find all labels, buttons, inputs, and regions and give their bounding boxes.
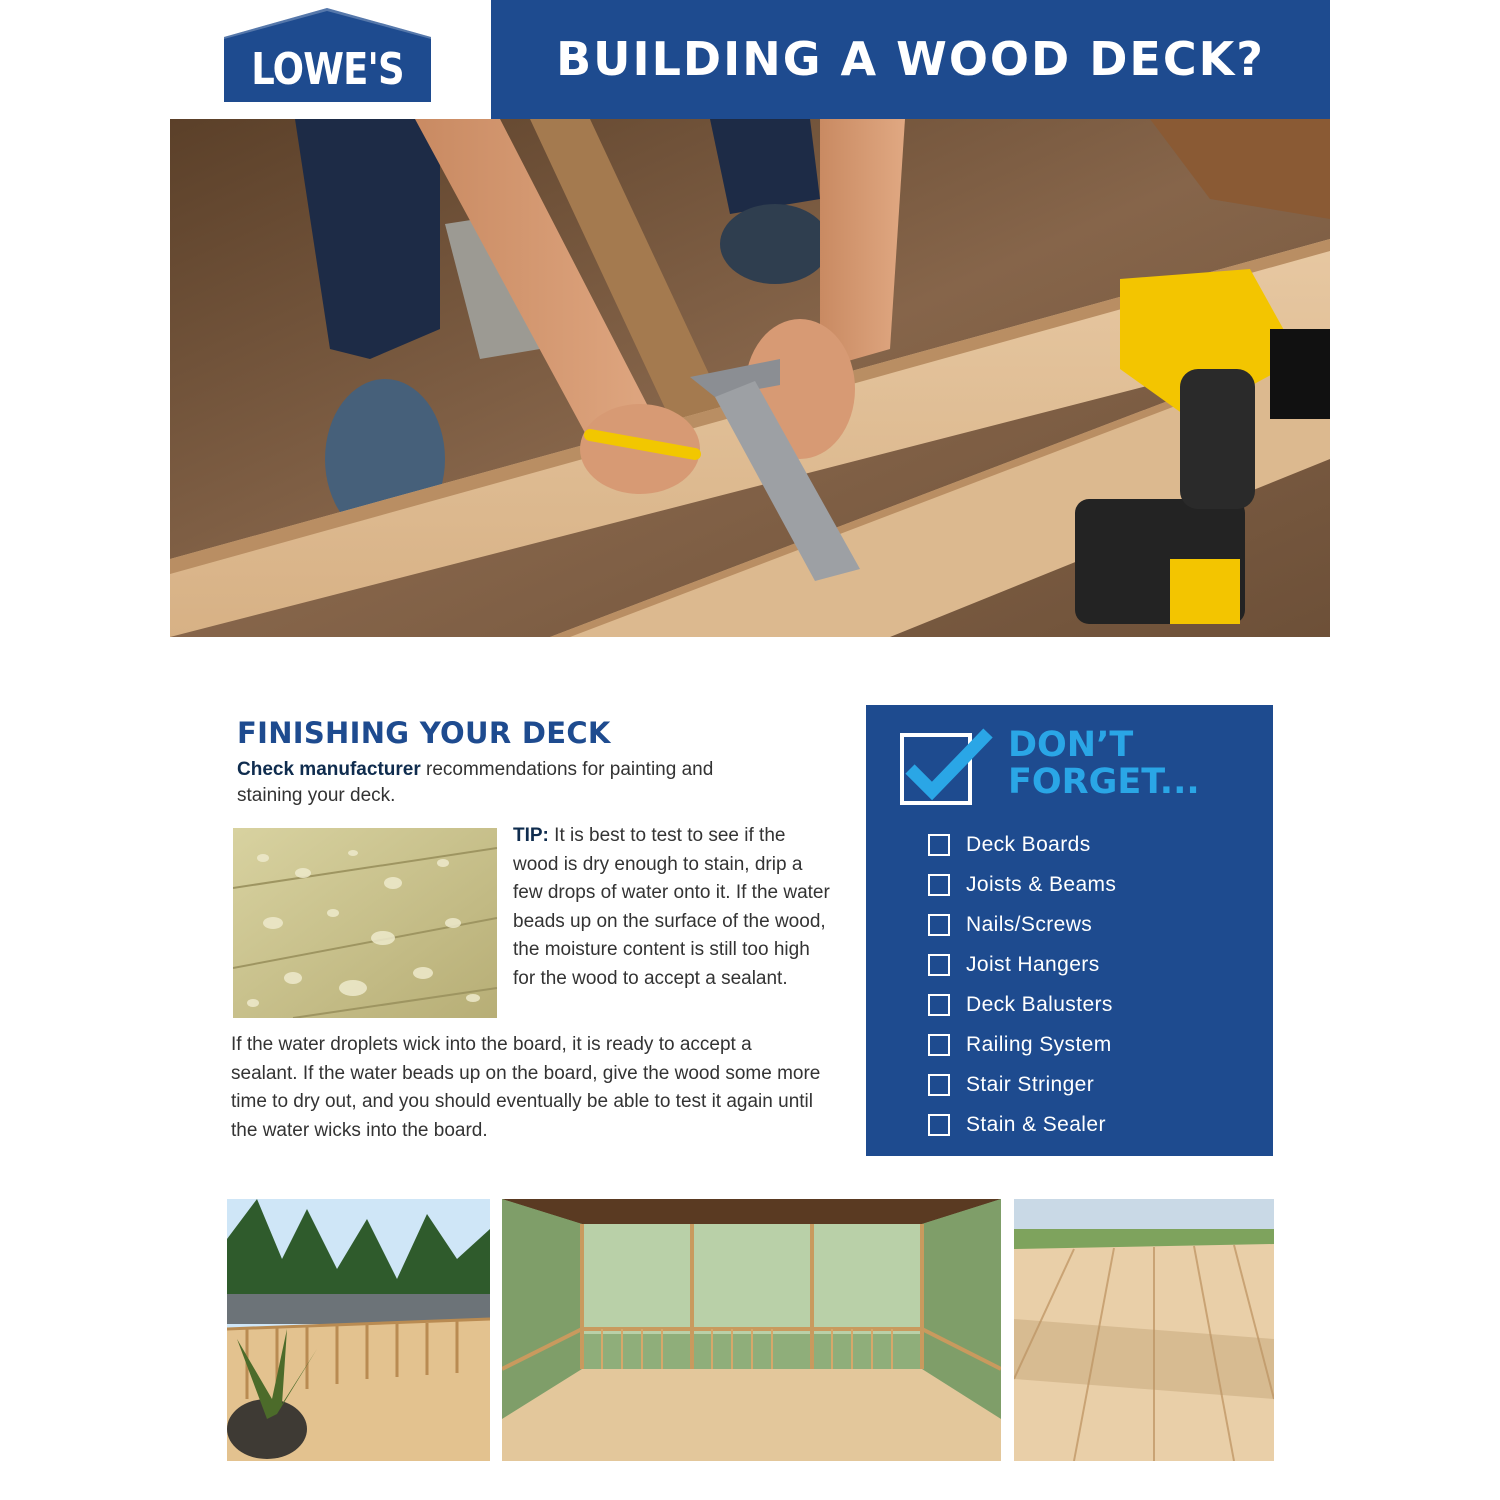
checkbox[interactable]: [928, 834, 950, 856]
checklist-item[interactable]: [928, 1025, 1116, 1065]
checklist-item-label: Railing System: [966, 1033, 1112, 1056]
checklist-item[interactable]: [928, 945, 1116, 985]
checklist-item-label: Joist Hangers: [966, 953, 1100, 976]
tip-text: It is best to test to see if the wood is dry enough to stain, drip a few drops of water onto it. If the water beads up on the surface of the wood, the moisture content is still too high for the wood to accept a sealant.: [513, 825, 830, 989]
checkmark-box-icon: [900, 727, 996, 807]
checklist-item-label: Stair Stringer: [966, 1073, 1095, 1096]
checklist-item-label: Joists & Beams: [966, 873, 1117, 896]
checklist-item-label: Nails/Screws: [966, 913, 1093, 936]
checkbox[interactable]: [928, 1034, 950, 1056]
deck-photo-boards: [1014, 1199, 1274, 1461]
checkbox[interactable]: [928, 1074, 950, 1096]
tip-label: TIP:: [513, 825, 549, 846]
page-title: BUILDING A WOOD DECK?: [556, 32, 1265, 86]
checklist-item[interactable]: [928, 865, 1116, 905]
title-banner: [491, 0, 1330, 119]
intro-text: recommendations for painting and staining your deck.: [237, 759, 714, 806]
hero-photo: [170, 119, 1330, 637]
body-paragraph: If the water droplets wick into the board, it is ready to accept a sealant. If the water beads up on the board, give the wood some more time to dry out, and you should eventually be able to test it again until the water wicks into the board.: [231, 1034, 821, 1141]
deck-photo-outdoor: [227, 1199, 490, 1461]
checkbox[interactable]: [928, 994, 950, 1016]
panel-heading: [1008, 727, 1268, 801]
checkbox[interactable]: [928, 954, 950, 976]
checklist-item[interactable]: [928, 985, 1116, 1025]
checklist-item[interactable]: [928, 825, 1116, 865]
intro-paragraph: [237, 757, 757, 809]
checklist-item-label: Deck Boards: [966, 833, 1091, 856]
checklist-item[interactable]: [928, 1105, 1116, 1145]
intro-bold-text: Check manufacturer: [237, 759, 421, 780]
dont-forget-panel: [866, 705, 1273, 1156]
checklist-item[interactable]: [928, 1065, 1116, 1105]
tip-paragraph: [513, 822, 833, 994]
checklist: [928, 825, 1116, 1145]
section-title: FINISHING YOUR DECK: [237, 716, 611, 750]
logo-wordmark: LOWE'S: [251, 44, 404, 95]
water-droplets-photo: [233, 828, 497, 1018]
checklist-item-label: Stain & Sealer: [966, 1113, 1106, 1136]
panel-heading-line2: FORGET...: [1008, 762, 1200, 802]
checkbox[interactable]: [928, 914, 950, 936]
checklist-item-label: Deck Balusters: [966, 993, 1113, 1016]
checklist-item[interactable]: [928, 905, 1116, 945]
checkbox[interactable]: [928, 1114, 950, 1136]
panel-heading-line1: DON’T: [1008, 725, 1134, 765]
checkbox[interactable]: [928, 874, 950, 896]
lowes-logo: [224, 8, 431, 102]
deck-photo-screened-porch: [502, 1199, 1001, 1461]
